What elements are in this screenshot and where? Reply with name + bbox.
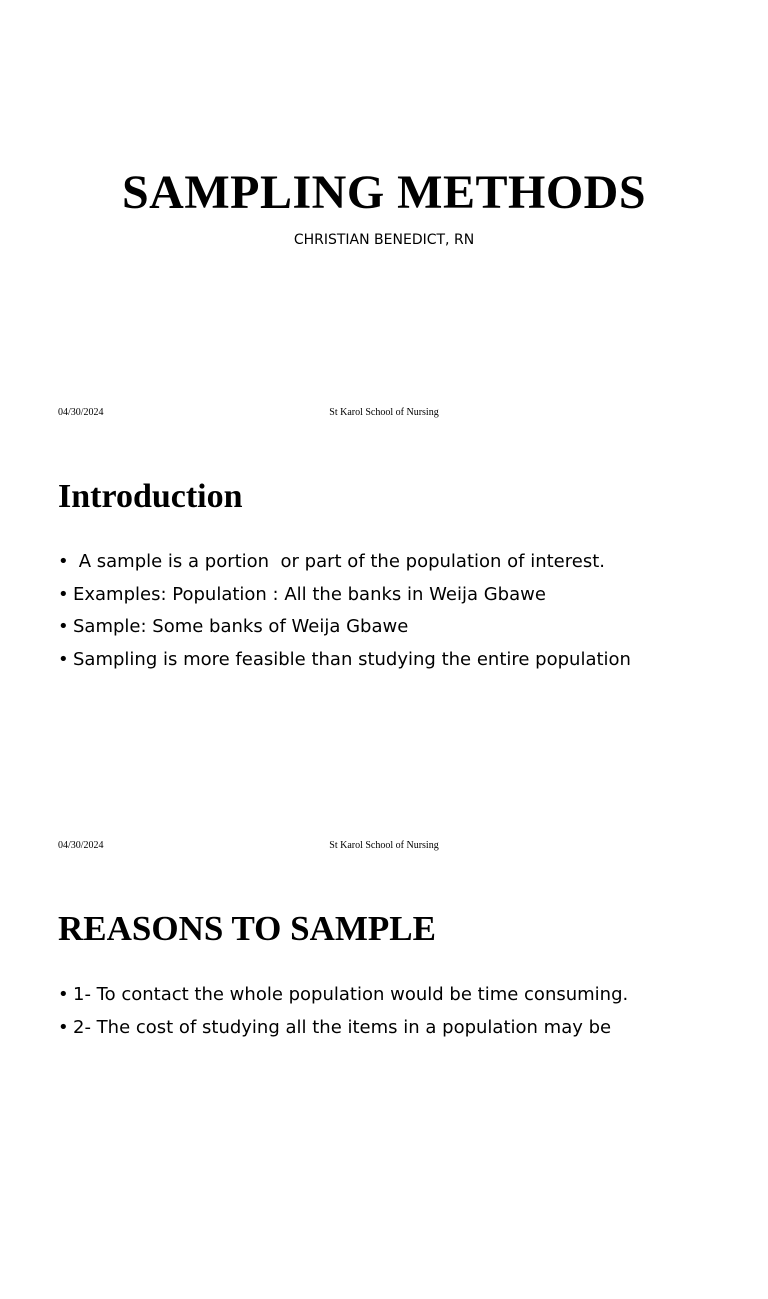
bullet-text: Sample: Some banks of Weija Gbawe	[73, 616, 409, 637]
bullet-dot-icon: •	[58, 648, 69, 670]
footer-date: 04/30/2024	[58, 407, 104, 418]
footer-date: 04/30/2024	[58, 840, 104, 851]
bullet-item	[58, 982, 738, 1015]
bullet-item	[58, 647, 738, 680]
presentation-author: CHRISTIAN BENEDICT, RN	[293, 232, 475, 248]
bullet-item	[58, 614, 738, 647]
slide-heading: REASONS TO SAMPLE	[58, 909, 436, 948]
bullet-text: A sample is a portion or part of the population of interest.	[73, 551, 605, 572]
bullet-text: Sampling is more feasible than studying the entire population	[73, 648, 631, 670]
footer-school: St Karol School of Nursing	[329, 840, 439, 851]
slide-heading: Introduction	[58, 478, 243, 515]
bullet-item	[58, 582, 738, 615]
bullet-text: Examples: Population : All the banks in Weija Gbawe	[73, 583, 546, 605]
bullet-dot-icon: •	[58, 551, 69, 572]
bullet-list	[58, 982, 738, 1047]
bullet-item	[58, 549, 738, 582]
introduction-slide	[0, 433, 768, 866]
bullet-dot-icon: •	[58, 1016, 69, 1038]
footer-school: St Karol School of Nursing	[329, 407, 439, 418]
presentation-title: SAMPLING METHODS	[121, 166, 647, 219]
bullet-item	[58, 1015, 738, 1048]
bullet-text: 1- To contact the whole population would be time consuming.	[73, 984, 629, 1005]
bullet-dot-icon: •	[58, 984, 69, 1005]
bullet-text: 2- The cost of studying all the items in a population may be	[73, 1016, 612, 1038]
bullet-list	[58, 549, 738, 679]
title-slide	[0, 0, 768, 433]
bullet-dot-icon: •	[58, 583, 69, 605]
bullet-dot-icon: •	[58, 616, 69, 637]
reasons-slide	[0, 866, 768, 1299]
